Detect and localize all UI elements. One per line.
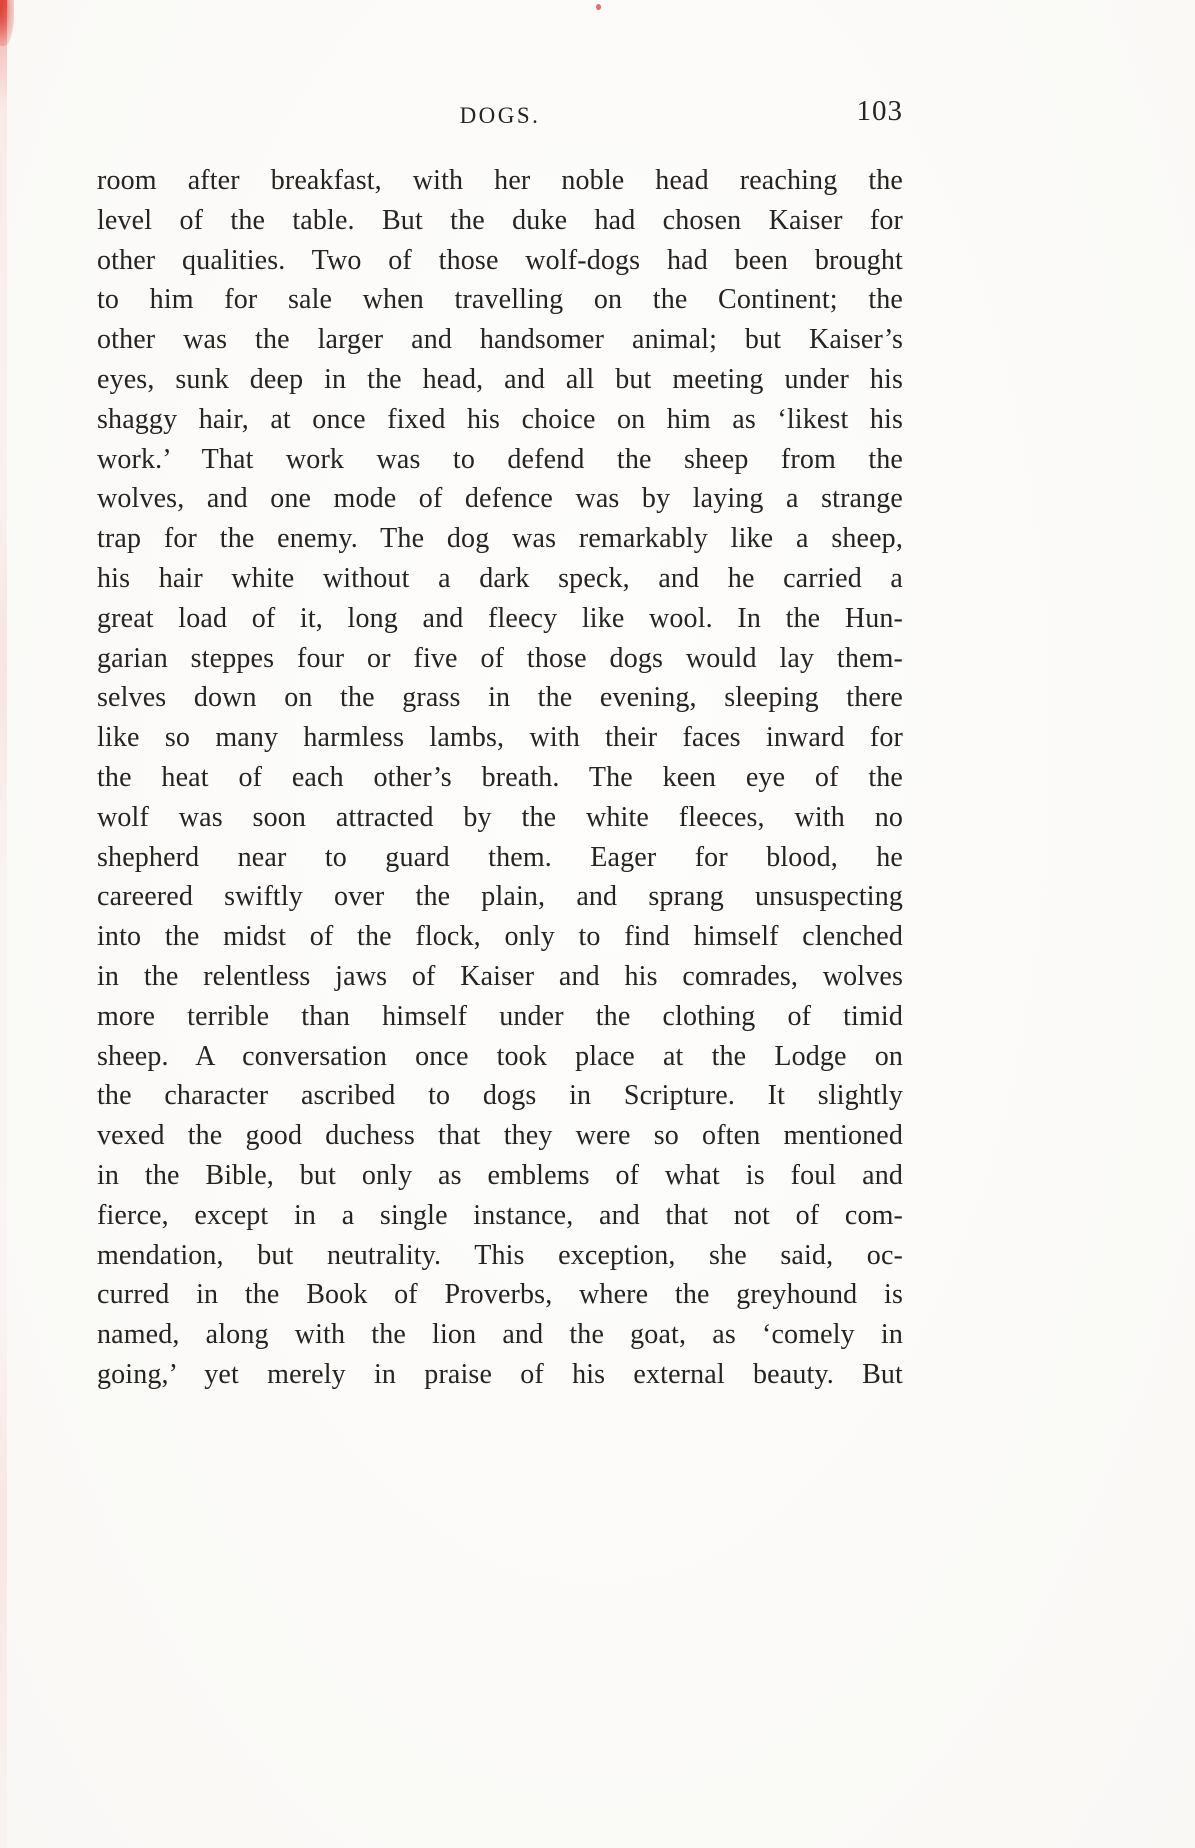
page-header bbox=[97, 95, 903, 135]
text-line: work.’ That work was to defend the sheep from the bbox=[97, 443, 903, 475]
text-line: more terrible than himself under the clothing of timid bbox=[97, 1000, 903, 1032]
scan-artifact-top-dot bbox=[596, 4, 601, 10]
text-line: garian steppes four or five of those dogs would lay them- bbox=[97, 642, 903, 674]
scan-artifact-left-edge bbox=[0, 0, 7, 1848]
text-line: the heat of each other’s breath. The keen eye of the bbox=[97, 761, 903, 793]
text-line: selves down on the grass in the evening, sleeping there bbox=[97, 682, 903, 714]
text-line: careered swiftly over the plain, and sprang unsuspecting bbox=[97, 881, 903, 913]
body-text bbox=[97, 161, 903, 1395]
text-line: named, along with the lion and the goat, as ‘comely in bbox=[97, 1319, 903, 1351]
text-line: sheep. A conversation once took place at the Lodge on bbox=[97, 1040, 903, 1072]
text-line: room after breakfast, with her noble head reaching the bbox=[97, 165, 903, 196]
text-line: shepherd near to guard them. Eager for blood, he bbox=[97, 841, 903, 873]
scan-artifact-top-left-corner bbox=[0, 0, 14, 46]
text-line: trap for the enemy. The dog was remarkably like a sheep, bbox=[97, 523, 903, 555]
text-line: other qualities. Two of those wolf-dogs had been brought bbox=[97, 244, 903, 276]
text-line: level of the table. But the duke had chosen Kaiser for bbox=[97, 204, 903, 236]
text-line: great load of it, long and fleecy like wool. In the Hun- bbox=[97, 602, 903, 634]
text-line: his hair white without a dark speck, and he carried a bbox=[97, 562, 903, 594]
text-line: other was the larger and handsomer animal; but Kaiser’s bbox=[97, 324, 903, 356]
text-line: like so many harmless lambs, with their faces inward for bbox=[97, 722, 903, 754]
text-line: wolves, and one mode of defence was by laying a strange bbox=[97, 483, 903, 515]
text-line: in the Bible, but only as emblems of what is foul and bbox=[97, 1159, 903, 1191]
text-line: fierce, except in a single instance, and that not of com- bbox=[97, 1199, 903, 1231]
text-line: wolf was soon attracted by the white fleeces, with no bbox=[97, 801, 903, 833]
text-line: curred in the Book of Proverbs, where the greyhound is bbox=[97, 1279, 903, 1311]
text-line: vexed the good duchess that they were so often mentioned bbox=[97, 1120, 903, 1152]
text-line: the character ascribed to dogs in Scripture. It slightly bbox=[97, 1080, 903, 1112]
text-line: into the midst of the flock, only to find himself clenched bbox=[97, 921, 903, 953]
page-number: 103 bbox=[856, 95, 903, 127]
text-line: shaggy hair, at once fixed his choice on him as ‘likest his bbox=[97, 403, 903, 435]
text-line: going,’ yet merely in praise of his external beauty. But bbox=[97, 1358, 903, 1390]
text-line: to him for sale when travelling on the Continent; the bbox=[97, 284, 903, 316]
text-line: eyes, sunk deep in the head, and all but meeting under his bbox=[97, 363, 903, 395]
text-line: mendation, but neutrality. This exception, she said, oc- bbox=[97, 1239, 903, 1271]
running-title: DOGS. bbox=[459, 103, 541, 128]
text-line: in the relentless jaws of Kaiser and his comrades, wolves bbox=[97, 960, 903, 992]
